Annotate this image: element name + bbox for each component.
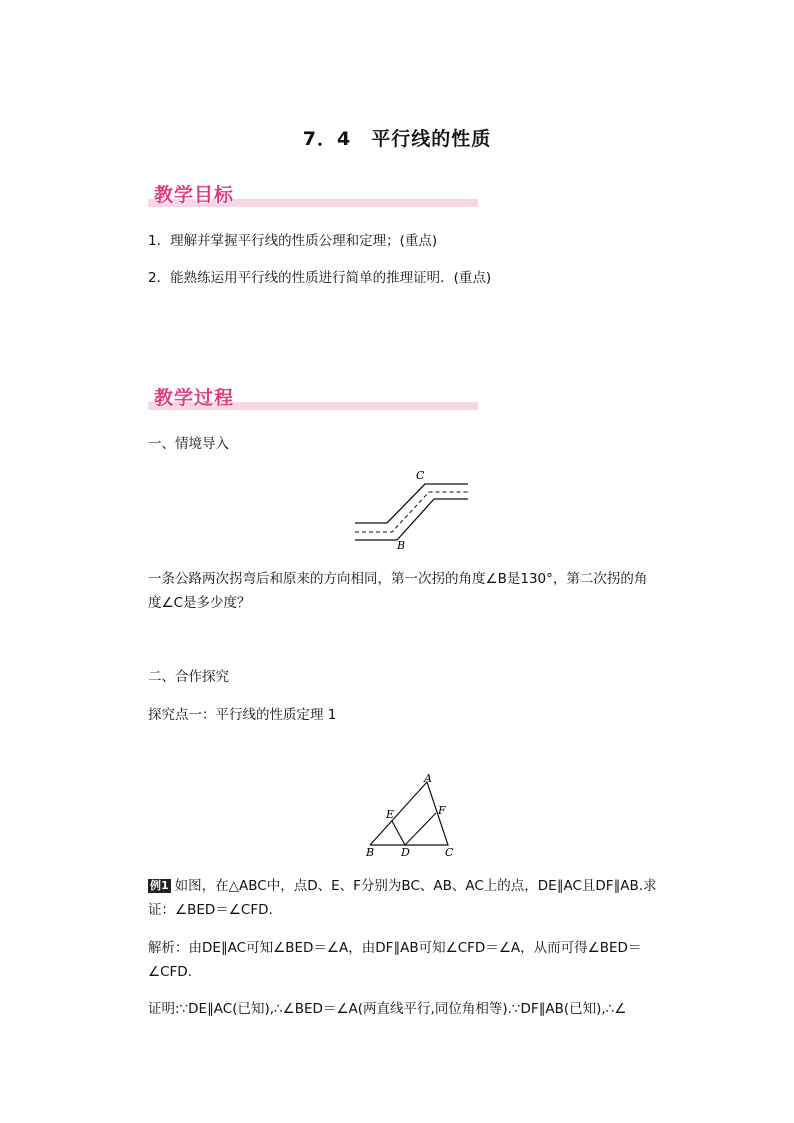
example-line-2: 证：∠BED＝∠CFD.: [148, 902, 273, 918]
part1-heading: 一、情境导入: [148, 436, 229, 452]
process-banner: [148, 383, 478, 417]
triangle-label-c: C: [445, 846, 454, 859]
goal-item-2: 2．能熟练运用平行线的性质进行简单的推理证明．(重点): [148, 270, 492, 286]
triangle-label-d: D: [401, 846, 410, 859]
triangle-figure: [360, 770, 465, 862]
triangle-label-e: E: [386, 808, 395, 821]
road-label-b: B: [397, 539, 406, 552]
segment-df: [405, 813, 436, 845]
example-badge: 例1: [150, 879, 169, 892]
example-line-1: [148, 876, 657, 896]
road-figure: [350, 466, 475, 552]
process-banner-label: 教学过程: [154, 387, 235, 409]
segment-de: [392, 821, 405, 845]
question-line-2: 度∠C是多少度？: [148, 595, 251, 611]
analysis-line-1: 解析：由DE∥AC可知∠BED＝∠A，由DF∥AB可知∠CFD＝∠A，从而可得∠BED＝: [148, 940, 642, 956]
triangle-label-a: A: [424, 772, 432, 785]
road-bottom-edge: [355, 499, 468, 540]
goal-item-1: 1．理解并掌握平行线的性质公理和定理；(重点): [148, 233, 438, 249]
analysis-line-2: ∠CFD.: [148, 964, 192, 980]
part2-subheading: 探究点一：平行线的性质定理 1: [148, 707, 337, 723]
goals-banner: [148, 180, 478, 214]
road-top-edge: [355, 484, 468, 523]
example-text-1: 如图，在△ABC中，点D、E、F分别为BC、AB、AC上的点，DE∥AC且DF∥AB.求: [174, 878, 657, 894]
road-label-c: C: [416, 469, 425, 482]
triangle-label-b: B: [366, 846, 375, 859]
triangle-label-f: F: [438, 804, 446, 817]
question-line-1: 一条公路两次拐弯后和原来的方向相同，第一次拐的角度∠B是130°，第二次拐的角: [148, 571, 648, 587]
goals-banner-label: 教学目标: [154, 184, 235, 206]
page-title: 7．4 平行线的性质: [302, 128, 492, 150]
part2-heading: 二、合作探究: [148, 669, 229, 685]
proof-line-1: 证明:∵DE∥AC(已知),∴∠BED＝∠A(两直线平行,同位角相等).∵DF∥AB(已知),∴∠: [148, 1001, 627, 1017]
